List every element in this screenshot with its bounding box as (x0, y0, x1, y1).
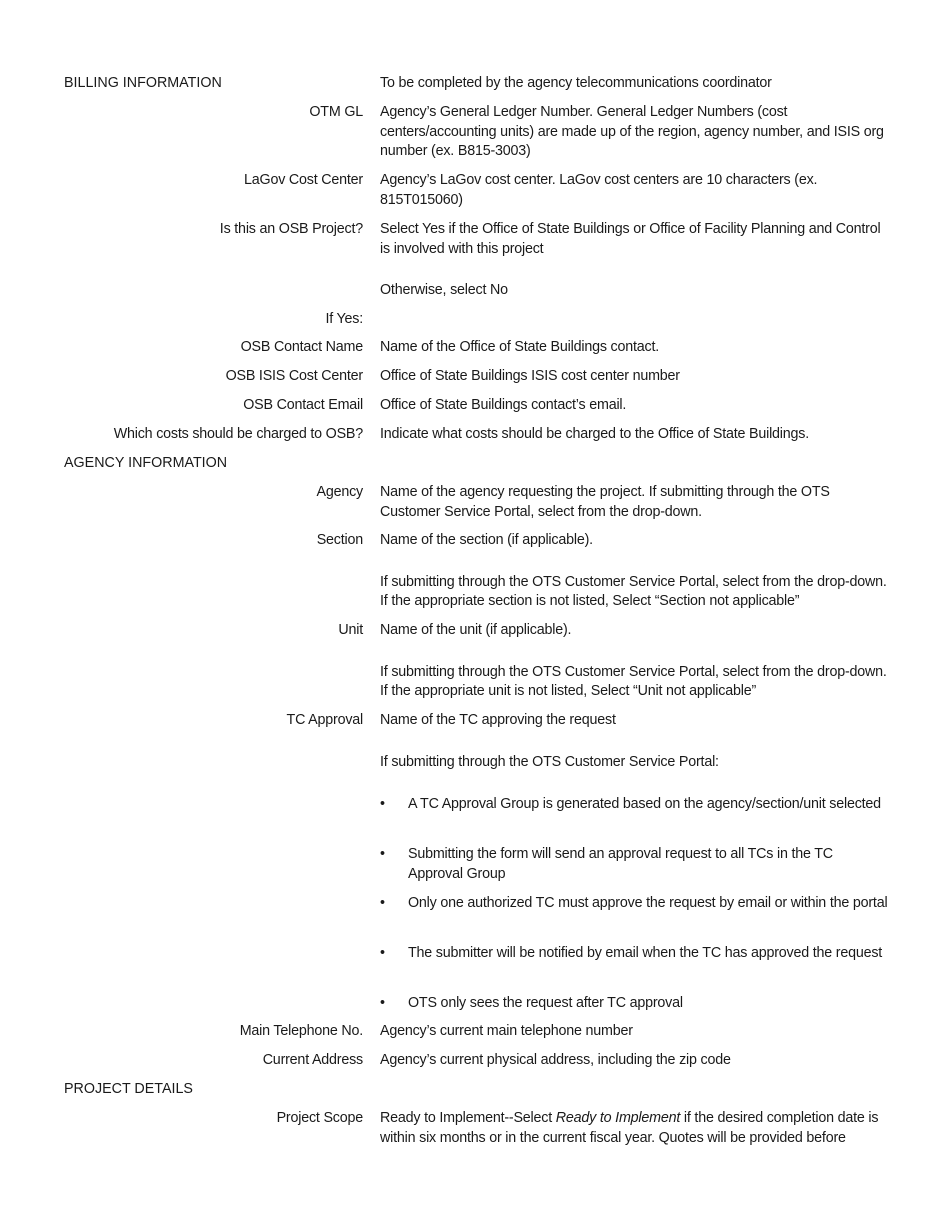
osb-project-description-yes: Select Yes if the Office of State Buildings or Office of Facility Planning and Control is involved with this project (380, 221, 881, 257)
otm-gl-label: OTM GL (309, 104, 363, 120)
osb-project-label: Is this an OSB Project? (219, 221, 363, 237)
project-scope-text-post: if the desired completion date is within six months or in the current fiscal year. Quotes will be provided before (380, 1110, 879, 1146)
section-description (380, 531, 890, 612)
bullet-icon: • (380, 945, 385, 961)
project-scope-description (380, 1109, 890, 1148)
list-item (380, 795, 890, 815)
bullet-icon: • (380, 846, 385, 862)
list-item (380, 994, 890, 1014)
section-description-main: Name of the section (if applicable). (380, 532, 593, 548)
bullet-icon: • (380, 995, 385, 1011)
bullet-text: A TC Approval Group is generated based on the agency/section/unit selected (408, 796, 881, 812)
lagov-cost-center-description: Agency’s LaGov cost center. LaGov cost centers are 10 characters (ex. 815T015060) (380, 172, 818, 208)
list-item (380, 894, 890, 914)
bullet-text: OTS only sees the request after TC approval (408, 995, 683, 1011)
tc-approval-description (380, 711, 890, 772)
unit-description-main: Name of the unit (if applicable). (380, 622, 572, 638)
osb-contact-name-label: OSB Contact Name (240, 339, 363, 355)
osb-costs-label: Which costs should be charged to OSB? (113, 426, 363, 442)
bullet-text: Only one authorized TC must approve the request by email or within the portal (408, 895, 888, 911)
osb-contact-name-description: Name of the Office of State Buildings contact. (380, 339, 660, 355)
osb-isis-cost-center-label: OSB ISIS Cost Center (225, 368, 363, 384)
unit-description-portal: If submitting through the OTS Customer Service Portal, select from the drop-down. If the appropriate unit is not listed, Select “Unit not applicable” (380, 663, 887, 699)
bullet-text: Submitting the form will send an approval request to all TCs in the TC Approval Group (408, 846, 833, 882)
section-description-portal: If submitting through the OTS Customer Service Portal, select from the drop-down. If the appropriate section is not listed, Select “Section not applicable” (380, 573, 887, 609)
if-yes-label: If Yes: (325, 311, 363, 327)
agency-label: Agency (316, 484, 363, 500)
section-label: Section (316, 532, 363, 548)
project-scope-text-pre: Ready to Implement--Select (380, 1110, 556, 1126)
osb-project-description (380, 220, 890, 301)
osb-costs-description: Indicate what costs should be charged to the Office of State Buildings. (380, 426, 810, 442)
osb-contact-email-description: Office of State Buildings contact’s email. (380, 397, 627, 413)
osb-isis-cost-center-description: Office of State Buildings ISIS cost center number (380, 368, 680, 384)
tc-approval-description-main: Name of the TC approving the request (380, 712, 616, 728)
unit-label: Unit (338, 622, 363, 638)
bullet-text: The submitter will be notified by email when the TC has approved the request (408, 945, 883, 961)
project-details-header: PROJECT DETAILS (64, 1081, 193, 1097)
agency-information-header: AGENCY INFORMATION (64, 455, 228, 471)
bullet-icon: • (380, 796, 385, 812)
project-scope-label: Project Scope (276, 1110, 363, 1126)
current-address-description: Agency’s current physical address, including the zip code (380, 1052, 731, 1068)
tc-approval-description-portal: If submitting through the OTS Customer Service Portal: (380, 753, 719, 770)
lagov-cost-center-label: LaGov Cost Center (244, 172, 363, 188)
project-scope-text-italic: Ready to Implement (555, 1110, 681, 1126)
main-telephone-label: Main Telephone No. (239, 1023, 363, 1039)
agency-description: Name of the agency requesting the project. If submitting through the OTS Customer Service Portal, select from the drop-down. (380, 484, 830, 520)
billing-information-header: BILLING INFORMATION (64, 75, 222, 91)
osb-project-description-no: Otherwise, select No (380, 282, 508, 298)
list-item (380, 944, 890, 964)
bullet-icon: • (380, 895, 385, 911)
main-telephone-description: Agency’s current main telephone number (380, 1023, 633, 1039)
billing-information-note: To be completed by the agency telecommunications coordinator (380, 75, 772, 91)
tc-approval-bullets (380, 795, 890, 1025)
current-address-label: Current Address (262, 1052, 363, 1068)
osb-contact-email-label: OSB Contact Email (243, 397, 363, 413)
otm-gl-description: Agency’s General Ledger Number. General Ledger Numbers (cost centers/accounting units) are made up of the region, agency number, and ISIS org number (ex. B815-3003) (380, 104, 884, 159)
unit-description (380, 621, 890, 702)
tc-approval-label: TC Approval (286, 712, 363, 728)
list-item (380, 845, 890, 884)
